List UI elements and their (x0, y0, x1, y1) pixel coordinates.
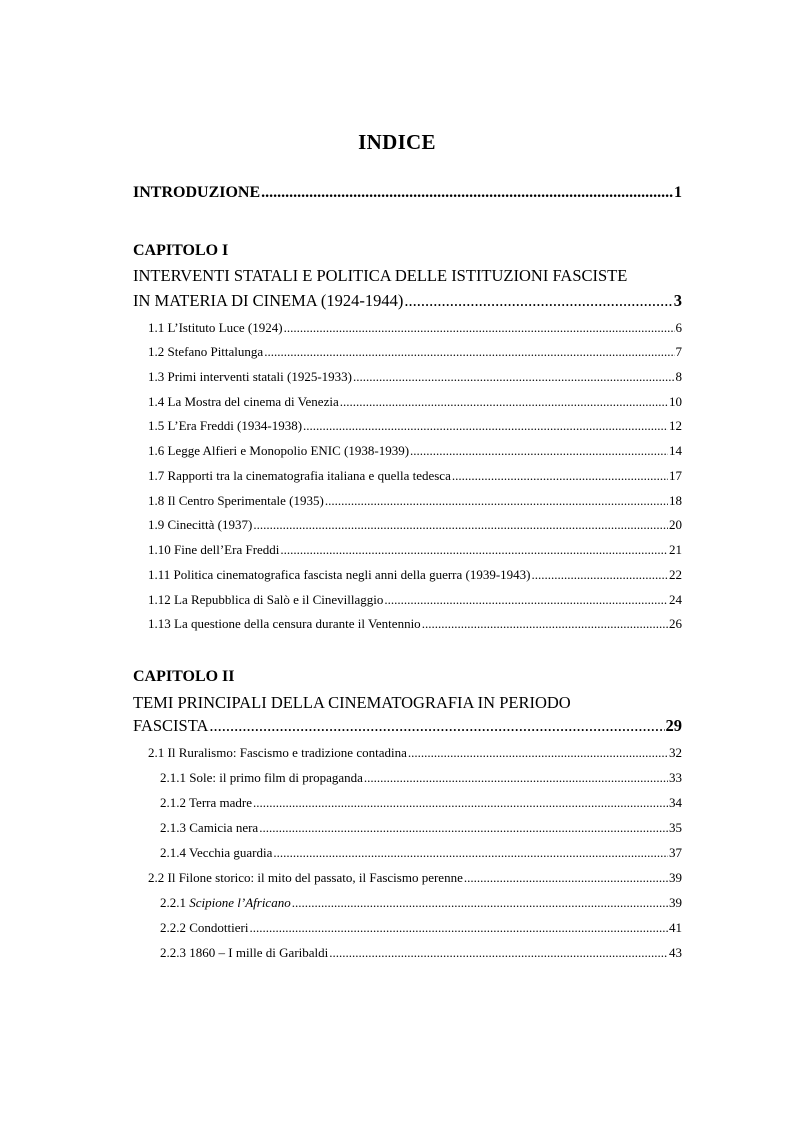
toc-entry-1-12[interactable] (148, 592, 682, 608)
toc-entry-page: 1 (674, 184, 682, 201)
toc-entry-label: 2.2 Il Filone storico: il mito del passato, il Fascismo perenne (148, 870, 463, 885)
toc-leader-dots (329, 945, 668, 961)
toc-leader-dots (253, 517, 668, 533)
toc-entry-label: 2.2.2 Condottieri (160, 920, 249, 935)
toc-entry-label: 1.11 Politica cinematografica fascista negli anni della guerra (1939-1943) (148, 567, 531, 582)
toc-entry-page: 32 (669, 745, 682, 760)
chapter-heading-1: CAPITOLO I (133, 242, 229, 259)
toc-entry-label: 1.9 Cinecittà (1937) (148, 517, 253, 532)
toc-entry-page: 26 (669, 616, 682, 631)
toc-entry-label: 1.3 Primi interventi statali (1925-1933) (148, 369, 352, 384)
toc-entry-1-1[interactable] (148, 320, 682, 336)
toc-entry-page: 18 (669, 493, 682, 508)
toc-leader-dots (264, 344, 674, 360)
toc-entry-chapter-2[interactable] (133, 716, 682, 736)
toc-entry-2-1-1[interactable] (160, 770, 682, 786)
toc-entry-number: 2.2.1 (160, 895, 186, 910)
toc-leader-dots (404, 291, 672, 311)
toc-entry-page: 7 (675, 344, 682, 359)
chapter-title-2-line1: TEMI PRINCIPALI DELLA CINEMATOGRAFIA IN PERIODO (133, 693, 571, 712)
toc-entry-label: 2.1 Il Ruralismo: Fascismo e tradizione contadina (148, 745, 407, 760)
toc-entry-1-6[interactable] (148, 443, 682, 459)
toc-entry-page: 17 (669, 468, 682, 483)
toc-entry-label: 1.13 La questione della censura durante il Ventennio (148, 616, 421, 631)
toc-leader-dots (280, 542, 668, 558)
toc-leader-dots (340, 394, 668, 410)
toc-entry-label: 1.1 L’Istituto Luce (1924) (148, 320, 283, 335)
toc-leader-dots (273, 845, 668, 861)
chapter-heading-2: CAPITOLO II (133, 668, 235, 685)
toc-leader-dots (253, 795, 668, 811)
toc-entry-page: 10 (669, 394, 682, 409)
toc-entry-2-1-4[interactable] (160, 845, 682, 861)
toc-entry-1-13[interactable] (148, 616, 682, 632)
toc-entry-page: 21 (669, 542, 682, 557)
toc-entry-italic-title: Scipione l’Africano (189, 895, 291, 910)
toc-entry-2-2-1[interactable] (160, 895, 682, 911)
toc-leader-dots (209, 716, 664, 736)
toc-leader-dots (452, 468, 668, 484)
toc-leader-dots (284, 320, 675, 336)
toc-entry-page: 39 (669, 895, 682, 910)
toc-entry-label: 1.12 La Repubblica di Salò e il Cinevillaggio (148, 592, 384, 607)
toc-entry-label: 2.1.2 Terra madre (160, 795, 252, 810)
toc-entry-2-1[interactable] (148, 745, 682, 761)
toc-entry-label: 1.7 Rapporti tra la cinematografia italiana e quella tedesca (148, 468, 451, 483)
toc-entry-2-1-2[interactable] (160, 795, 682, 811)
toc-entry-label: 2.1.3 Camicia nera (160, 820, 259, 835)
page-title: INDICE (358, 130, 436, 154)
toc-entry-1-11[interactable] (148, 567, 682, 583)
toc-leader-dots (410, 443, 668, 459)
toc-entry-1-7[interactable] (148, 468, 682, 484)
toc-leader-dots (353, 369, 675, 385)
toc-leader-dots (261, 184, 673, 202)
toc-leader-dots (464, 870, 668, 886)
toc-entry-page: 35 (669, 820, 682, 835)
toc-entry-2-1-3[interactable] (160, 820, 682, 836)
toc-entry-page: 34 (669, 795, 682, 810)
toc-leader-dots (325, 493, 668, 509)
toc-entry-page: 37 (669, 845, 682, 860)
toc-entry-page: 24 (669, 592, 682, 607)
toc-entry-page: 43 (669, 945, 682, 960)
toc-leader-dots (532, 567, 668, 583)
toc-entry-1-8[interactable] (148, 493, 682, 509)
toc-entry-label: 2.1.1 Sole: il primo film di propaganda (160, 770, 363, 785)
toc-entry-label: 1.6 Legge Alfieri e Monopolio ENIC (1938-1939) (148, 443, 410, 458)
toc-entry-1-2[interactable] (148, 344, 682, 360)
chapter-title-2-line2: FASCISTA (133, 716, 209, 735)
toc-entry-page: 29 (665, 716, 682, 735)
toc-entry-label: 2.2.3 1860 – I mille di Garibaldi (160, 945, 329, 960)
toc-leader-dots (384, 592, 668, 608)
toc-entry-page: 14 (669, 443, 682, 458)
toc-entry-page: 33 (669, 770, 682, 785)
toc-entry-1-5[interactable] (148, 418, 682, 434)
toc-entry-2-2[interactable] (148, 870, 682, 886)
toc-entry-2-2-3[interactable] (160, 945, 682, 961)
toc-entry-1-4[interactable] (148, 394, 682, 410)
toc-leader-dots (364, 770, 668, 786)
toc-entry-1-3[interactable] (148, 369, 682, 385)
toc-entry-2-2-2[interactable] (160, 920, 682, 936)
toc-entry-page: 8 (675, 369, 682, 384)
toc-entry-chapter-1[interactable] (133, 291, 682, 311)
toc-entry-label: 1.10 Fine dell’Era Freddi (148, 542, 280, 557)
toc-entry-label: INTRODUZIONE (133, 184, 261, 201)
toc-leader-dots (259, 820, 668, 836)
toc-leader-dots (303, 418, 668, 434)
toc-leader-dots (422, 616, 668, 632)
toc-entry-page: 12 (669, 418, 682, 433)
toc-entry-page: 22 (669, 567, 682, 582)
chapter-title-1-line1: INTERVENTI STATALI E POLITICA DELLE ISTITUZIONI FASCISTE (133, 266, 628, 285)
toc-entry-introduzione[interactable] (133, 184, 682, 202)
chapter-title-1-line2: IN MATERIA DI CINEMA (1924-1944) (133, 291, 404, 310)
toc-leader-dots (249, 920, 668, 936)
toc-entry-1-9[interactable] (148, 517, 682, 533)
toc-entry-page: 3 (673, 291, 682, 310)
toc-entry-label (160, 895, 291, 911)
toc-entry-label: 2.1.4 Vecchia guardia (160, 845, 273, 860)
toc-leader-dots (408, 745, 668, 761)
toc-leader-dots (292, 895, 668, 911)
toc-entry-label: 1.4 La Mostra del cinema di Venezia (148, 394, 339, 409)
toc-entry-page: 41 (669, 920, 682, 935)
toc-entry-page: 6 (675, 320, 682, 335)
toc-entry-label: 1.5 L’Era Freddi (1934-1938) (148, 418, 303, 433)
toc-entry-label: 1.2 Stefano Pittalunga (148, 344, 264, 359)
toc-entry-page: 20 (669, 517, 682, 532)
toc-entry-1-10[interactable] (148, 542, 682, 558)
toc-entry-label: 1.8 Il Centro Sperimentale (1935) (148, 493, 324, 508)
toc-entry-page: 39 (669, 870, 682, 885)
